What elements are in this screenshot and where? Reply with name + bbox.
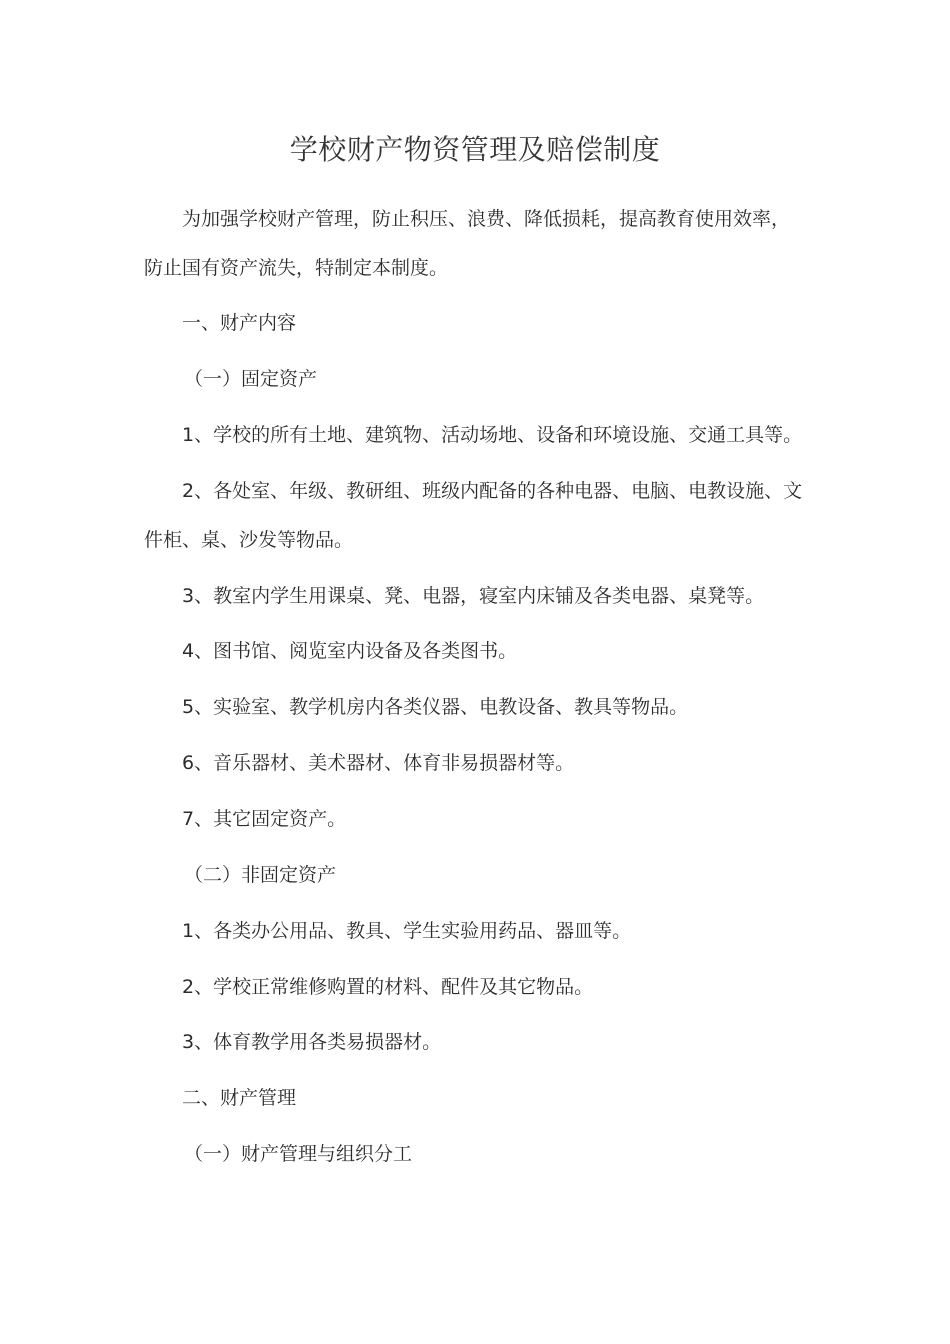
list-item: 5、实验室、教学机房内各类仪器、电教设备、教具等物品。 xyxy=(182,696,689,718)
subsection-heading-non-fixed-assets: （二）非固定资产 xyxy=(184,864,337,886)
list-item: 6、音乐器材、美术器材、体育非易损器材等。 xyxy=(182,752,575,774)
list-item-continuation: 件柜、桌、沙发等物品。 xyxy=(144,529,354,551)
section-heading-1: 一、财产内容 xyxy=(182,312,297,334)
subsection-heading-management: （一）财产管理与组织分工 xyxy=(184,1143,413,1165)
list-item: 7、其它固定资产。 xyxy=(182,808,347,830)
list-item: 1、学校的所有土地、建筑物、活动场地、设备和环境设施、交通工具等。 xyxy=(182,424,803,446)
list-item: 3、教室内学生用课桌、凳、电器，寝室内床铺及各类电器、桌凳等。 xyxy=(182,585,765,607)
list-item: 4、图书馆、阅览室内设备及各类图书。 xyxy=(182,640,518,662)
section-heading-2: 二、财产管理 xyxy=(182,1087,297,1109)
subsection-heading-fixed-assets: （一）固定资产 xyxy=(184,368,318,390)
paragraph-intro-line-2: 防止国有资产流失，特制定本制度。 xyxy=(144,257,449,279)
list-item: 2、学校正常维修购置的材料、配件及其它物品。 xyxy=(182,976,594,998)
list-item: 1、各类办公用品、教具、学生实验用药品、器皿等。 xyxy=(182,920,632,942)
paragraph-intro-line-1: 为加强学校财产管理，防止积压、浪费、降低损耗，提高教育使用效率， xyxy=(182,208,791,230)
list-item: 3、体育教学用各类易损器材。 xyxy=(182,1031,442,1053)
document-title: 学校财产物资管理及赔偿制度 xyxy=(289,133,661,166)
list-item: 2、各处室、年级、教研组、班级内配备的各种电器、电脑、电教设施、文 xyxy=(182,480,803,502)
